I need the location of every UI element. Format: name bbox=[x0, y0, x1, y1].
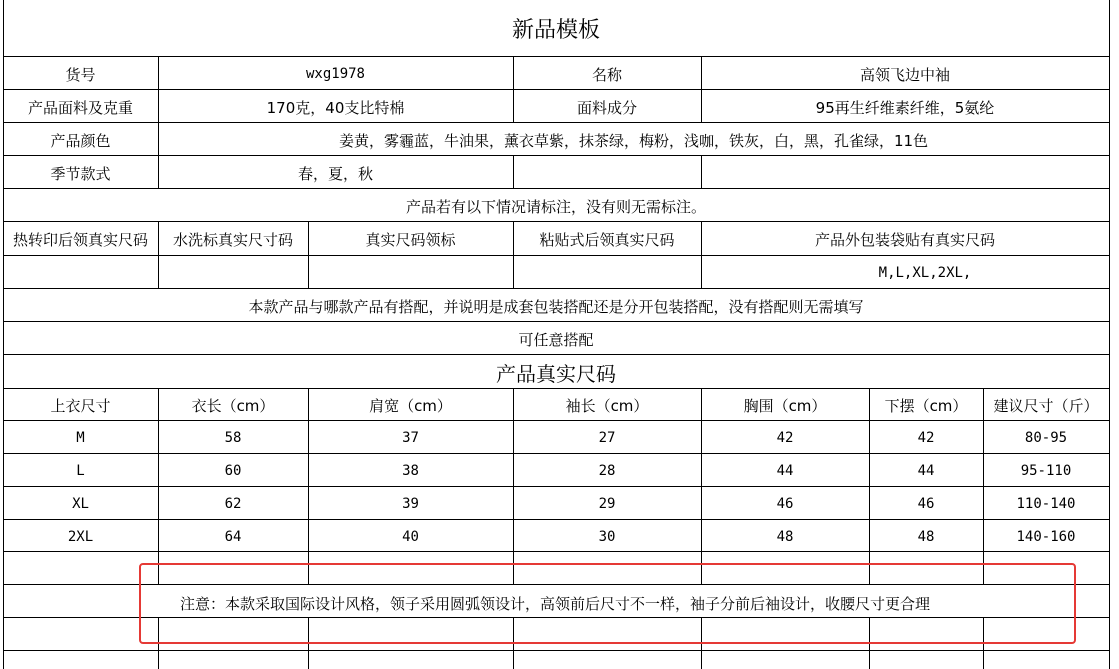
size-header: 上衣尺寸 bbox=[50, 397, 111, 415]
sku-value: wxg1978 bbox=[305, 66, 365, 82]
grid-line bbox=[513, 650, 514, 669]
color-value: 姜黄，雾霾蓝，牛油果，薰衣草紫，抹茶绿，梅粉，浅咖，铁灰，白，黑，孔雀绿，11色 bbox=[338, 131, 929, 150]
size-cell: 48 bbox=[776, 529, 794, 545]
season-label: 季节款式 bbox=[50, 164, 111, 183]
grid-line bbox=[3, 56, 1109, 57]
size-cell: 40 bbox=[402, 529, 419, 545]
size-table-title: 产品真实尺码 bbox=[496, 362, 616, 386]
sku-label: 货号 bbox=[65, 65, 96, 84]
grid-line bbox=[3, 650, 1109, 651]
size-header: 袖长（cm） bbox=[565, 397, 649, 415]
label-header-size-tag: 真实尺码领标 bbox=[365, 231, 456, 249]
size-header: 下摆（cm） bbox=[884, 397, 968, 415]
size-cell: 46 bbox=[917, 496, 935, 512]
size-cell: 64 bbox=[224, 529, 242, 545]
size-cell: 58 bbox=[224, 430, 242, 446]
size-cell: 2XL bbox=[67, 529, 94, 545]
size-cell: 27 bbox=[598, 430, 616, 446]
grid-line bbox=[983, 650, 984, 669]
match-value: 可任意搭配 bbox=[518, 330, 594, 349]
size-cell: 42 bbox=[917, 430, 935, 446]
size-cell: 37 bbox=[402, 430, 419, 446]
size-cell: 38 bbox=[402, 463, 419, 479]
label-value-package: M,L,XL,2XL, bbox=[878, 265, 972, 281]
grid-line bbox=[308, 255, 309, 288]
label-notice-instruction: 产品若有以下情况请标注，没有则无需标注。 bbox=[405, 197, 706, 216]
grid-line bbox=[308, 650, 309, 669]
label-header-wash-label: 水洗标真实尺寸码 bbox=[172, 231, 293, 249]
size-cell: M bbox=[76, 430, 85, 446]
grid-line bbox=[701, 155, 702, 188]
season-value: 春，夏，秋 bbox=[297, 164, 373, 183]
size-cell: 42 bbox=[776, 430, 794, 446]
grid-line bbox=[158, 255, 159, 288]
size-cell: 110-140 bbox=[1016, 496, 1076, 512]
name-value: 高领飞边中袖 bbox=[859, 65, 950, 84]
size-header: 建议尺寸（斤） bbox=[993, 397, 1099, 415]
size-cell: 30 bbox=[598, 529, 616, 545]
size-cell: 60 bbox=[224, 463, 242, 479]
page-title: 新品模板 bbox=[511, 17, 600, 43]
fabric-weight-label: 产品面料及克重 bbox=[27, 98, 133, 117]
grid-line bbox=[1109, 0, 1110, 669]
highlight-box bbox=[139, 563, 1076, 644]
composition-value: 95再生纤维素纤维，5氨纶 bbox=[815, 98, 995, 117]
size-cell: 62 bbox=[224, 496, 242, 512]
match-instruction: 本款产品与哪款产品有搭配，并说明是成套包装搭配还是分开包装搭配，没有搭配则无需填写 bbox=[248, 297, 864, 316]
size-cell: 140-160 bbox=[1016, 529, 1076, 545]
size-cell: L bbox=[76, 463, 85, 479]
grid-line bbox=[158, 650, 159, 669]
label-header-package: 产品外包装袋贴有真实尺码 bbox=[814, 231, 995, 249]
composition-label: 面料成分 bbox=[576, 98, 637, 117]
color-label: 产品颜色 bbox=[50, 131, 111, 150]
size-header: 肩宽（cm） bbox=[369, 397, 452, 415]
size-cell: 44 bbox=[917, 463, 935, 479]
size-cell: 29 bbox=[598, 496, 616, 512]
size-cell: 44 bbox=[776, 463, 794, 479]
label-header-heat-transfer: 热转印后领真实尺码 bbox=[12, 231, 148, 249]
size-cell: 28 bbox=[598, 463, 616, 479]
fabric-weight-value: 170克，40支比特棉 bbox=[266, 98, 405, 117]
grid-line bbox=[869, 650, 870, 669]
size-header: 衣长（cm） bbox=[191, 397, 275, 415]
grid-line bbox=[701, 650, 702, 669]
size-cell: XL bbox=[72, 496, 89, 512]
size-cell: 80-95 bbox=[1024, 430, 1068, 446]
size-cell: 95-110 bbox=[1020, 463, 1072, 479]
label-header-sticker: 粘贴式后领真实尺码 bbox=[539, 231, 675, 249]
design-note: 注意：本款采取国际设计风格，领子采用圆弧领设计，高领前后尺寸不一样，袖子分前后袖设计，收腰尺寸更合理 bbox=[180, 594, 931, 613]
size-cell: 39 bbox=[402, 496, 419, 512]
size-header: 胸围（cm） bbox=[743, 397, 827, 415]
size-cell: 48 bbox=[917, 529, 935, 545]
grid-line bbox=[513, 255, 514, 288]
name-label: 名称 bbox=[591, 65, 622, 84]
grid-line bbox=[513, 155, 514, 188]
size-cell: 46 bbox=[776, 496, 794, 512]
